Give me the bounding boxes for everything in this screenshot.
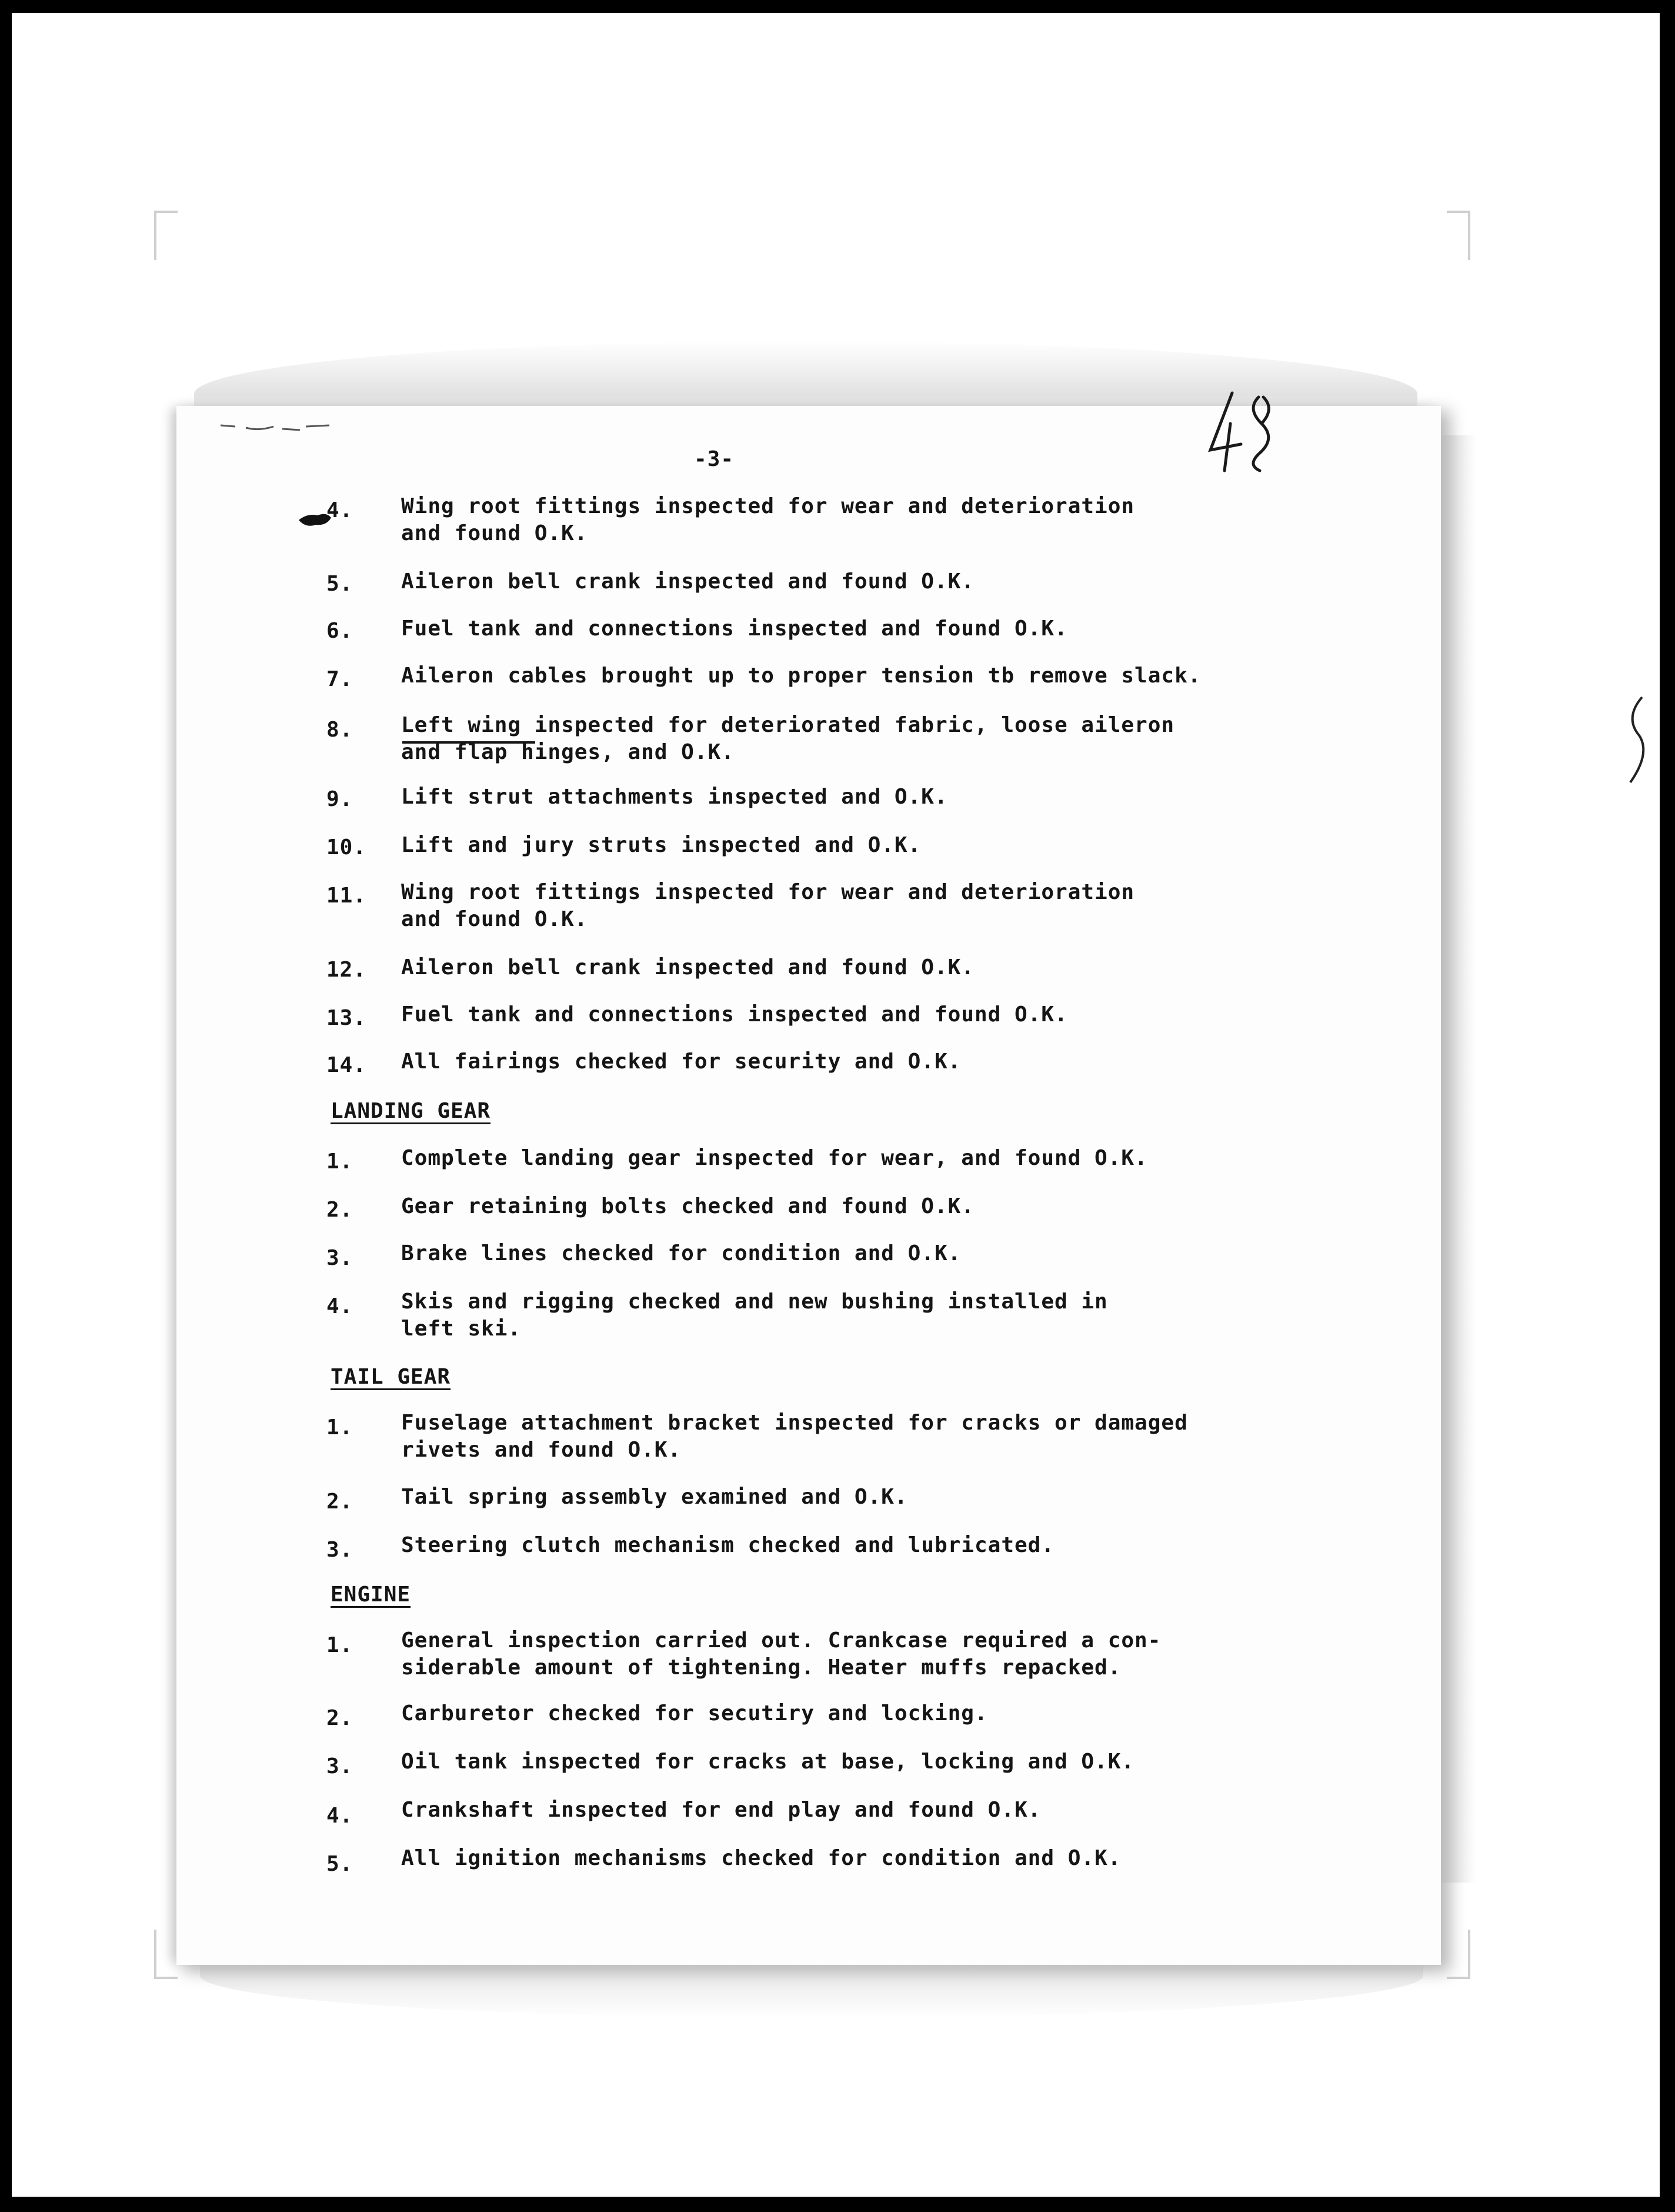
item-number: 2. [326,1490,353,1514]
item-number: 11. [326,884,367,908]
item-text: Steering clutch mechanism checked and lubricated. [401,1533,1055,1557]
section-title-engine: ENGINE [331,1583,411,1607]
item-text: Wing root fittings inspected for wear and deterioration and found O.K. [401,494,1135,545]
item-text: Complete landing gear inspected for wear, and found O.K. [401,1146,1148,1170]
item-text: Lift strut attachments inspected and O.K. [401,785,948,809]
item-text: All fairings checked for security and O.K. [401,1050,962,1074]
item-number: 1. [326,1633,353,1657]
crop-mark-top-left [154,211,178,260]
item-text: Fuel tank and connections inspected and found O.K. [401,1002,1068,1027]
edge-scratch-mark [1619,694,1654,788]
item-text: Left wing inspected for deteriorated fabric, loose aileron and flap hinges, and O.K. [401,713,1175,764]
item-number: 7. [326,667,353,691]
item-number: 9. [326,787,353,811]
item-text: Oil tank inspected for cracks at base, locking and O.K. [401,1750,1135,1774]
item-text: Fuel tank and connections inspected and found O.K. [401,617,1068,641]
sheet-right-shadow [1435,435,1476,1883]
page-number: -3- [694,447,735,471]
item-text: Fuselage attachment bracket inspected for cracks or damaged rivets and found O.K. [401,1411,1188,1462]
section-title-landing-gear: LANDING GEAR [331,1099,491,1123]
item-number: 2. [326,1706,353,1730]
item-text: Aileron cables brought up to proper tension tb remove slack. [401,664,1202,688]
section-title-tail-gear: TAIL GEAR [331,1365,451,1389]
item-text: Lift and jury struts inspected and O.K. [401,833,922,857]
crop-mark-bottom-right [1447,1930,1470,1979]
item-number: 5. [326,1852,353,1876]
item-number: 8. [326,718,353,742]
item-text: General inspection carried out. Crankcase required a con- siderable amount of tightening. Heater muffs repacked. [401,1628,1162,1680]
item-number: 10. [326,835,367,860]
item-text: Tail spring assembly examined and O.K. [401,1485,908,1509]
item-text: Gear retaining bolts checked and found O.K. [401,1194,975,1218]
item-text: Wing root fittings inspected for wear and deterioration and found O.K. [401,880,1135,931]
item-text: Skis and rigging checked and new bushing installed in left ski. [401,1290,1108,1341]
item-number: 6. [326,619,353,643]
item-number: 1. [326,1150,353,1174]
item-number: 3. [326,1538,353,1562]
crop-mark-bottom-left [154,1930,178,1979]
item-number: 4. [326,1804,353,1828]
item-number: 3. [326,1754,353,1778]
item-number: 12. [326,958,367,982]
item-text: All ignition mechanisms checked for condition and O.K. [401,1846,1122,1870]
crop-mark-top-right [1447,211,1470,260]
item-number: 4. [326,498,353,522]
item-text: Brake lines checked for condition and O.K. [401,1241,962,1265]
item-text: Carburetor checked for secutiry and locking. [401,1701,988,1725]
item-number: 3. [326,1246,353,1270]
item-text: Crankshaft inspected for end play and found O.K. [401,1798,1042,1822]
item-number: 2. [326,1198,353,1222]
item-number: 1. [326,1415,353,1440]
item-number: 14. [326,1053,367,1077]
item-number: 4. [326,1294,353,1318]
item-text: Aileron bell crank inspected and found O.K. [401,955,975,980]
item-number: 5. [326,572,353,596]
item-text: Aileron bell crank inspected and found O.K. [401,569,975,594]
pencil-mark [218,415,335,444]
handwritten-page-number [1206,388,1282,477]
item-number: 13. [326,1006,367,1030]
